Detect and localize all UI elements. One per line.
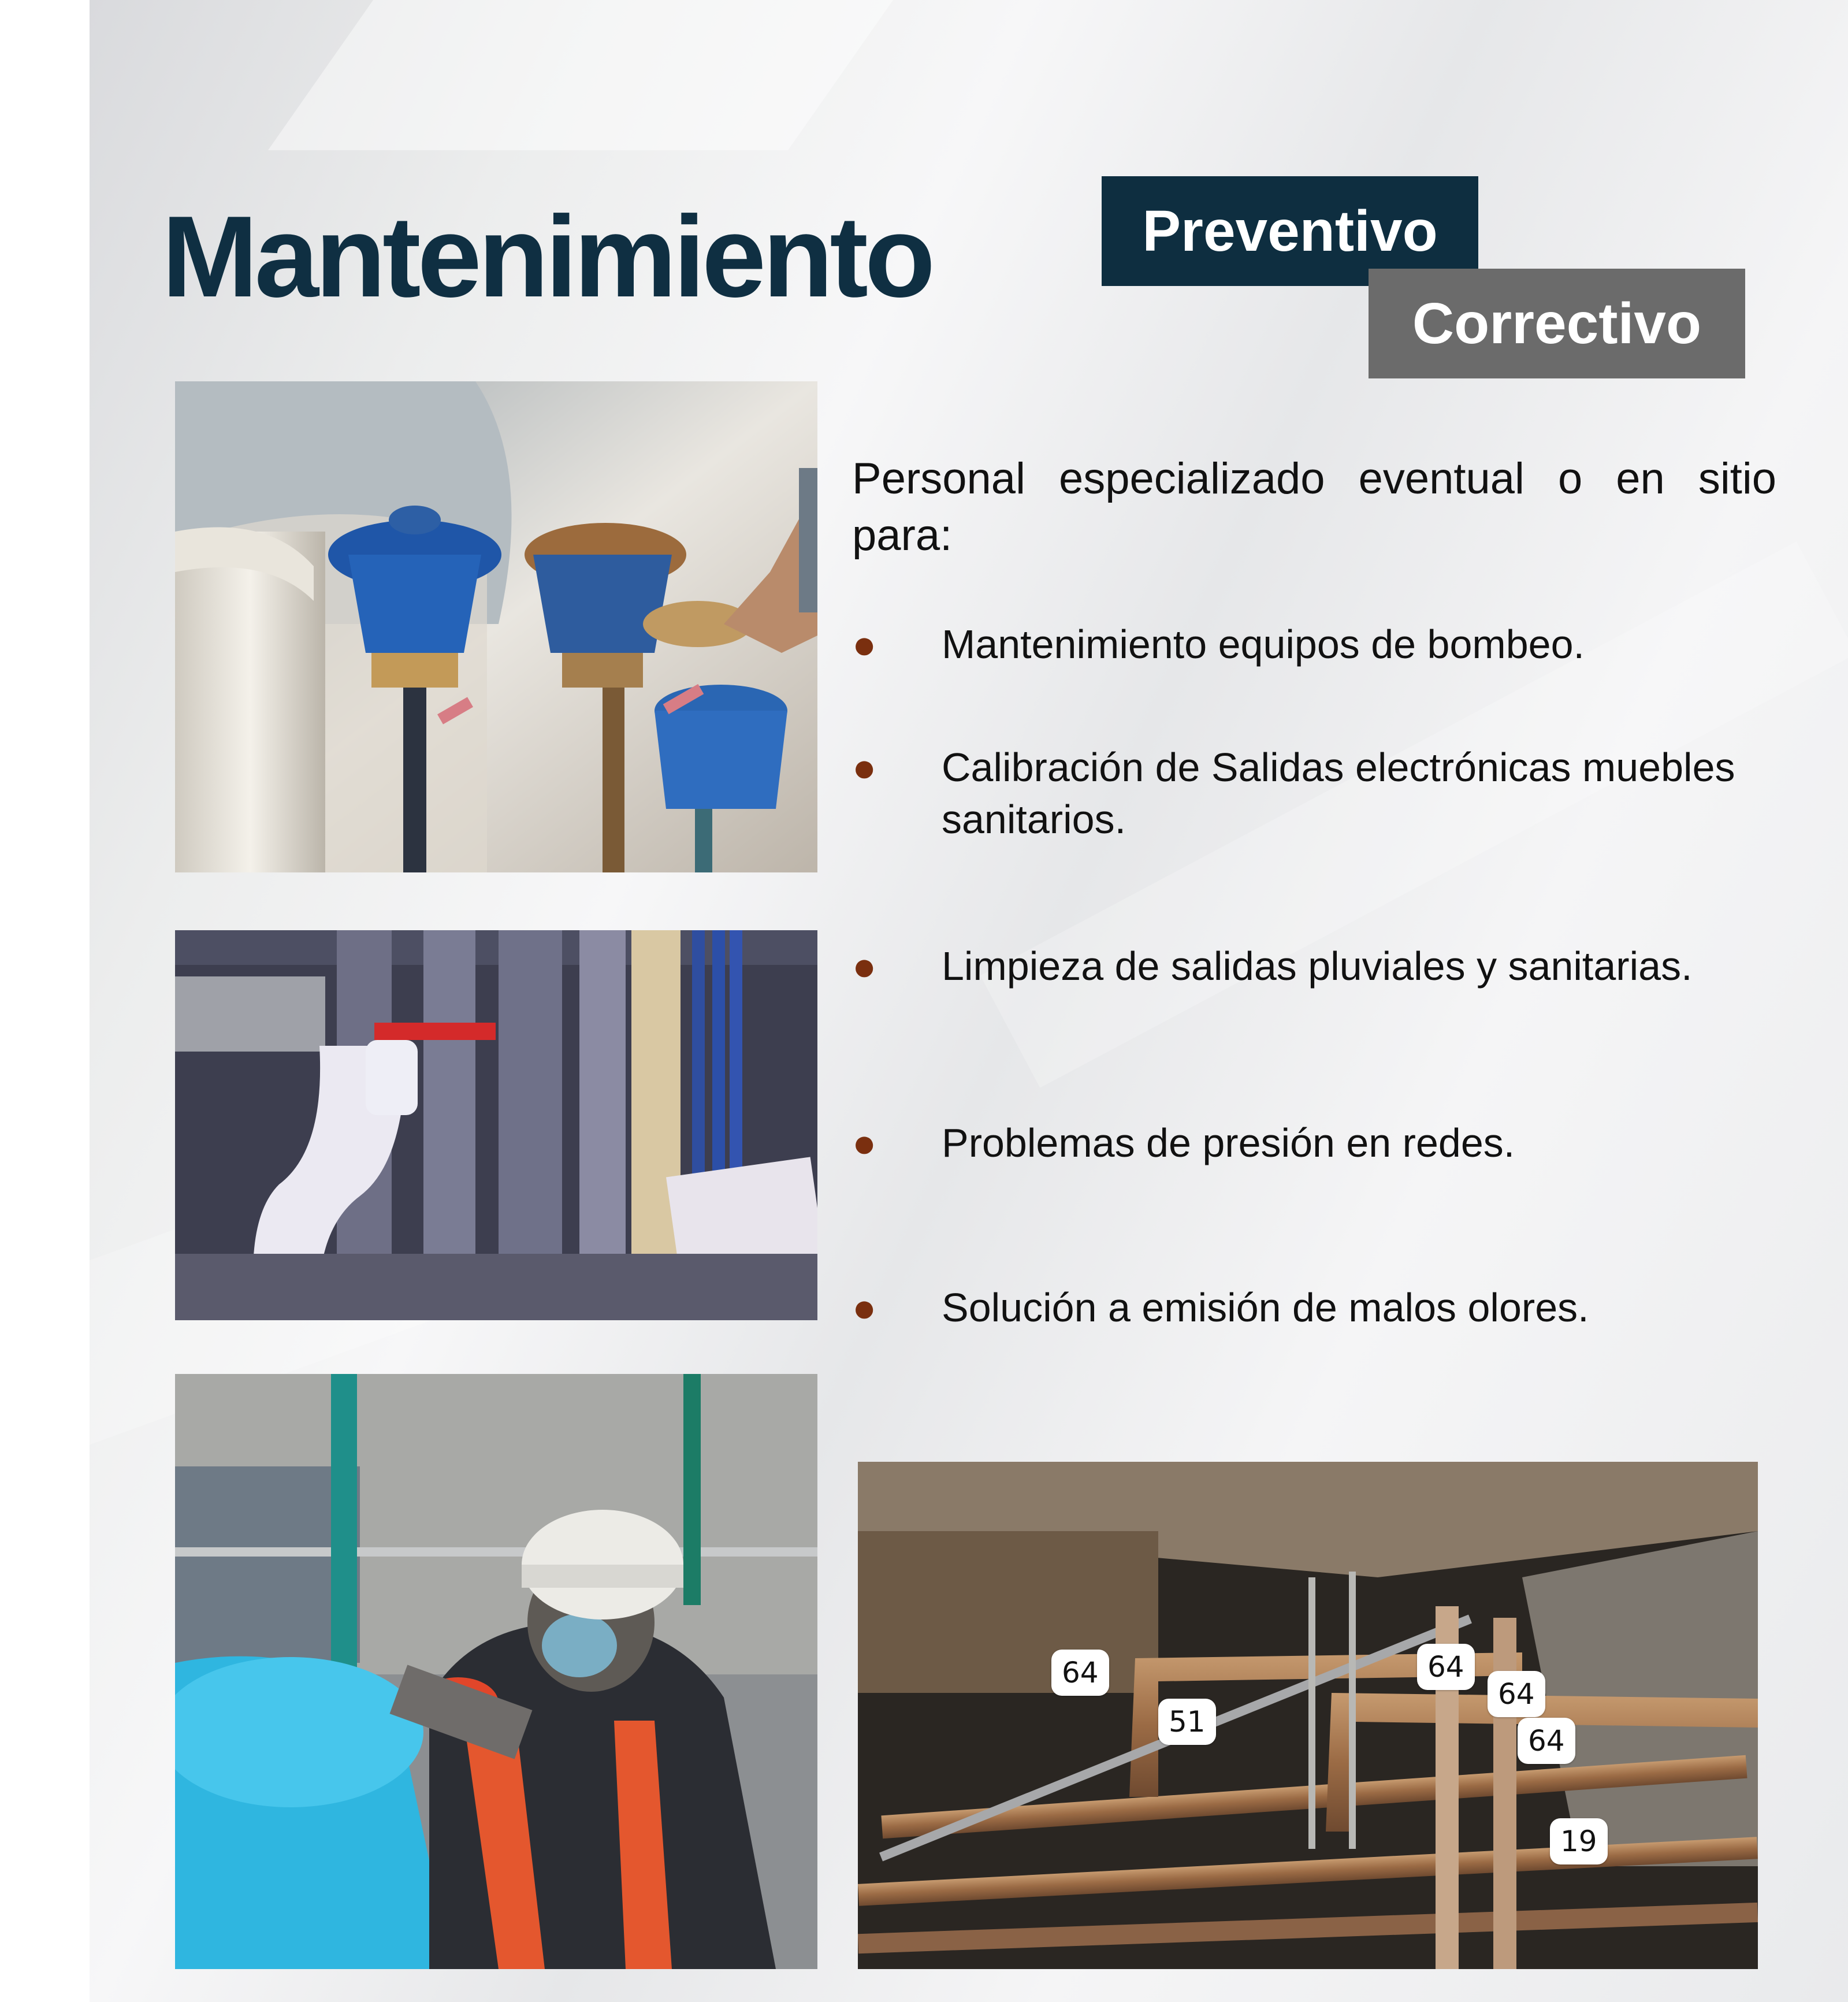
pipe-diameter-label: 64 bbox=[1417, 1644, 1475, 1690]
pipe-diameter-label: 64 bbox=[1518, 1718, 1575, 1764]
pipe-diameter-label: 19 bbox=[1550, 1818, 1608, 1864]
bullet-dot-icon: ● bbox=[852, 1120, 877, 1165]
list-item-text: Solución a emisión de malos olores. bbox=[942, 1285, 1589, 1330]
page-title: Mantenimiento bbox=[162, 192, 932, 321]
copper-pipes-ceiling-photo bbox=[858, 1462, 1758, 1969]
intro-text: Personal especializado eventual o en sitio para: bbox=[852, 454, 1776, 560]
pipe-diameter-label: 64 bbox=[1051, 1650, 1109, 1696]
background-shard bbox=[268, 0, 893, 150]
list-item-text: Problemas de presión en redes. bbox=[942, 1120, 1515, 1165]
tag-preventivo: Preventivo bbox=[1102, 176, 1478, 286]
tag-correctivo: Correctivo bbox=[1369, 269, 1745, 378]
bullet-dot-icon: ● bbox=[852, 1285, 877, 1330]
list-item-text: Limpieza de salidas pluviales y sanitarias. bbox=[942, 944, 1693, 989]
list-item-text: Mantenimiento equipos de bombeo. bbox=[942, 622, 1585, 667]
list-item-text: Calibración de Salidas electrónicas muebles sanitarios. bbox=[942, 745, 1735, 842]
pipe-diameter-label: 64 bbox=[1488, 1671, 1545, 1717]
pipe-diameter-label: 51 bbox=[1158, 1699, 1216, 1745]
pvc-pipes-valve-photo bbox=[175, 930, 817, 1320]
bullet-dot-icon: ● bbox=[852, 745, 877, 790]
page-background bbox=[90, 0, 1848, 2002]
air-release-valves-photo bbox=[175, 381, 817, 872]
bullet-dot-icon: ● bbox=[852, 944, 877, 989]
worker-blue-tank-photo bbox=[175, 1374, 817, 1969]
bullet-dot-icon: ● bbox=[852, 622, 877, 667]
